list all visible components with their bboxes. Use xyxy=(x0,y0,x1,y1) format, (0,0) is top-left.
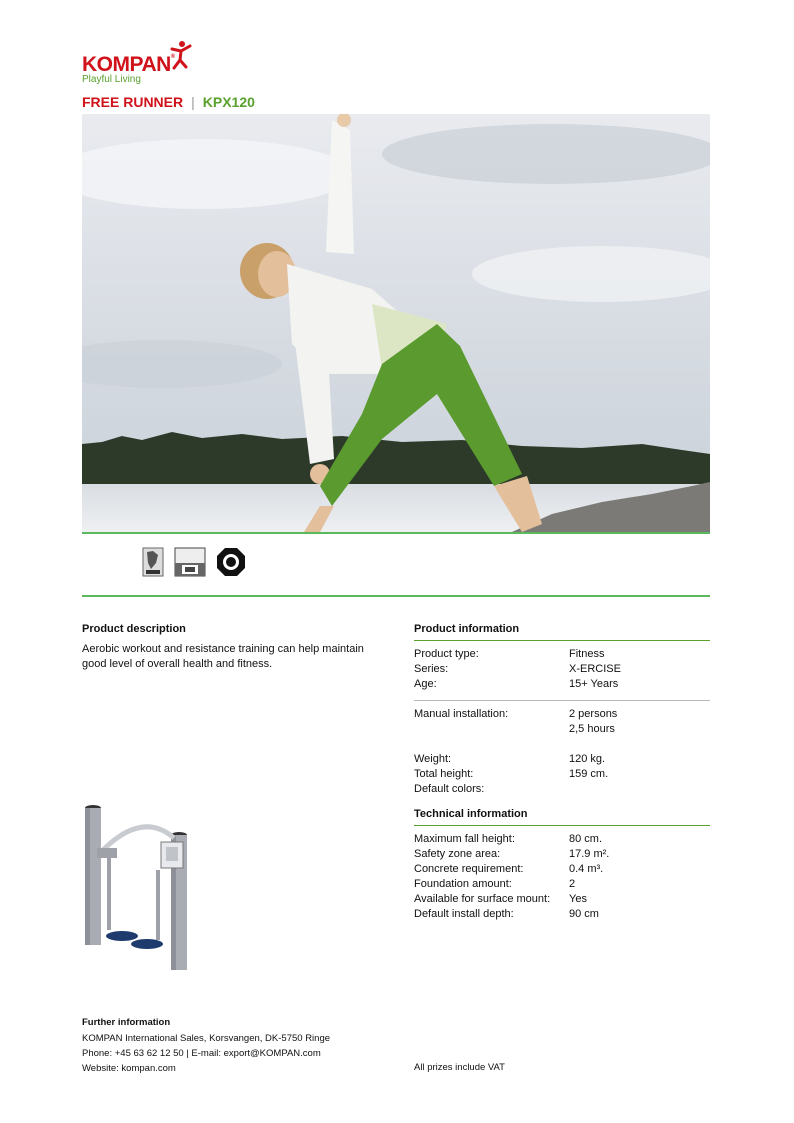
jumping-figure-icon xyxy=(168,40,192,70)
info-value: X-ERCISE xyxy=(569,663,621,675)
info-subdivider xyxy=(414,700,710,701)
bvg-approved-icon xyxy=(174,547,206,577)
en-1176-icon xyxy=(142,547,164,577)
footer-address: KOMPAN International Sales, Korsvangen, DK-5750 Ringe xyxy=(82,1033,331,1044)
kompan-logo xyxy=(82,40,222,86)
info-label: Total height: xyxy=(414,768,474,780)
info-label: Product type: xyxy=(414,648,479,660)
section-divider xyxy=(82,595,710,597)
info-value: 2,5 hours xyxy=(569,723,615,735)
logo-wordmark: KOMPAN® xyxy=(82,53,175,76)
info-label: Manual installation: xyxy=(414,708,509,720)
price-note: All prizes include VAT xyxy=(414,1062,505,1073)
tuv-certified-icon xyxy=(216,547,246,577)
info-label: Series: xyxy=(414,663,449,675)
info-value: Fitness xyxy=(569,648,605,660)
tech-label: Available for surface mount: xyxy=(414,893,551,905)
info-value: 120 kg. xyxy=(569,753,606,765)
product-title xyxy=(82,94,255,110)
hero-divider xyxy=(82,532,710,534)
product-name: FREE RUNNER xyxy=(82,94,184,110)
tech-label: Foundation amount: xyxy=(414,878,512,890)
info-value: 159 cm. xyxy=(569,768,609,780)
tech-label: Maximum fall height: xyxy=(414,833,515,845)
tech-value: 80 cm. xyxy=(569,833,603,845)
registered-mark: ® xyxy=(170,54,175,60)
footer-website: Website: kompan.com xyxy=(82,1063,176,1074)
tech-label: Concrete requirement: xyxy=(414,863,524,875)
tech-value: 2 xyxy=(569,878,576,890)
info-value: 2 persons xyxy=(569,708,618,720)
info-label: Weight: xyxy=(414,753,452,765)
technical-info-rule xyxy=(414,825,710,826)
info-label: Default colors: xyxy=(414,783,485,795)
description-title: Product description xyxy=(82,623,186,635)
hero-photo xyxy=(82,114,710,532)
footer-title: Further information xyxy=(82,1017,171,1028)
footer-contact: Phone: +45 63 62 12 50 | E-mail: export@KOMPAN.com xyxy=(82,1048,321,1059)
technical-info-title: Technical information xyxy=(414,808,528,820)
product-info-title: Product information xyxy=(414,623,520,635)
tech-label: Safety zone area: xyxy=(414,848,501,860)
tech-value: 0.4 m³. xyxy=(569,863,604,875)
tech-value: Yes xyxy=(569,893,587,905)
free-runner-equipment-image xyxy=(82,800,192,975)
tech-label: Default install depth: xyxy=(414,908,514,920)
product-info-rule xyxy=(414,640,710,641)
info-value: 15+ Years xyxy=(569,678,619,690)
tech-value: 90 cm xyxy=(569,908,599,920)
description-text: Aerobic workout and resistance training can help maintain good level of overall health and fitness. xyxy=(82,643,364,670)
tech-value: 17.9 m². xyxy=(569,848,610,860)
product-code: KPX120 xyxy=(202,94,255,110)
info-label: Age: xyxy=(414,678,437,690)
logo-tagline: Playful Living xyxy=(82,74,141,85)
title-separator: | xyxy=(191,94,195,110)
